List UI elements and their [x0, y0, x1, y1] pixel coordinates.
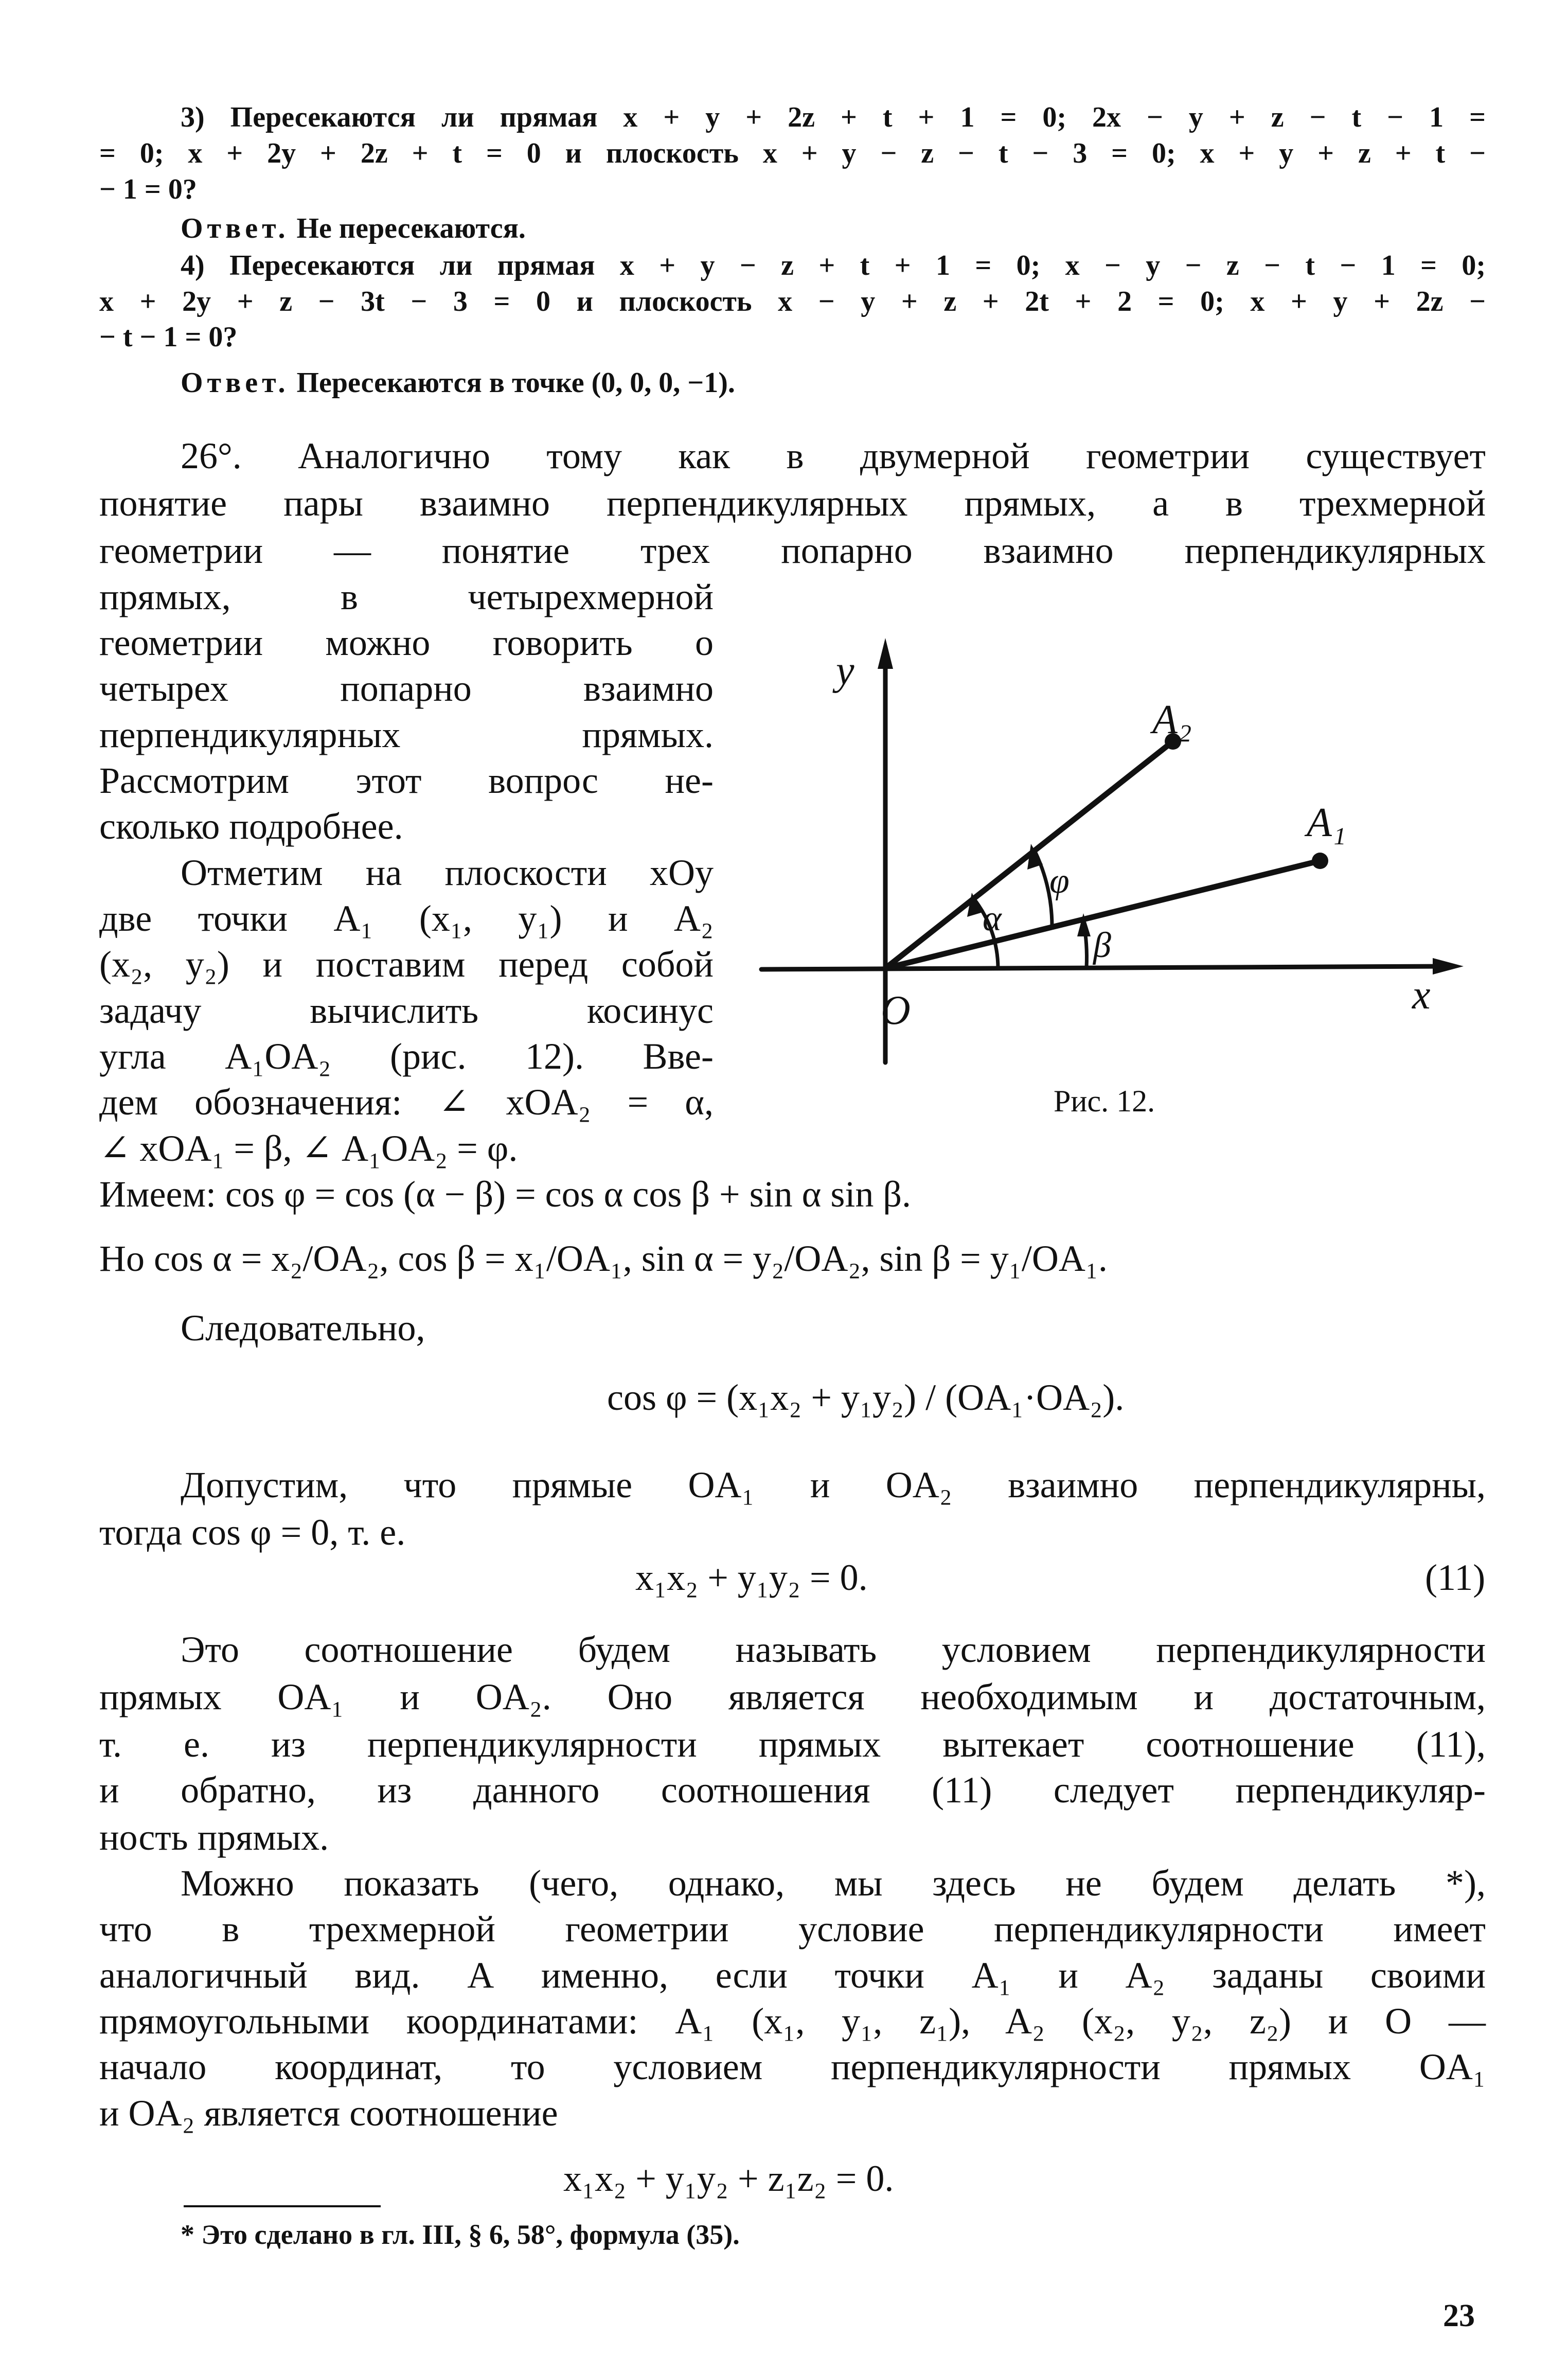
arrowheads: [878, 638, 1464, 975]
text-line: прямых, в четырехмерной: [99, 576, 714, 617]
problem-4-line-2: x + 2y + z − 3t − 3 = 0 и плоскость x − y + z + 2t + 2 = 0; x + y + 2z −: [99, 286, 1486, 317]
text-line: геометрии можно говорить о: [99, 622, 714, 663]
text-line: перпендикулярных прямых.: [99, 714, 714, 755]
y-label: y: [836, 648, 854, 694]
text-line: Следовательно,: [181, 1307, 425, 1349]
text-line: геометрии — понятие трех попарно взаимно перпендикулярных: [99, 530, 1486, 571]
text-line: задачу вычислить косинус: [99, 990, 714, 1031]
text-line: Можно показать (чего, однако, мы здесь не будем делать *),: [181, 1863, 1486, 1904]
origin-label: O: [881, 988, 911, 1033]
text-line: Это соотношение будем называть условием перпендикулярности: [181, 1629, 1486, 1670]
point-a1: [1312, 853, 1328, 869]
text-line: 26°. Аналогично тому как в двумерной геометрии существует: [181, 435, 1486, 476]
text-line: начало координат, то условием перпендикулярности прямых OA₁: [99, 2046, 1486, 2087]
formula-11: x₁x₂ + y₁y₂ = 0.: [635, 1557, 868, 1598]
text-line: и OA₂ является соотношение: [99, 2093, 558, 2134]
text-line: Отметим на плоскости xOy: [181, 852, 714, 893]
formula-cos-phi: cos φ = (x₁x₂ + y₁y₂) / (OA₁·OA₂).: [607, 1377, 1125, 1418]
text-line: аналогичный вид. А именно, если точки A₁ и A₂ заданы своими: [99, 1955, 1486, 1996]
formula-3d: x₁x₂ + y₁y₂ + z₁z₂ = 0.: [563, 2158, 894, 2199]
problem-4-line-3: − t − 1 = 0?: [99, 321, 238, 353]
y-arrow-icon: [878, 638, 893, 669]
text-line: (x₂, y₂) и поставим перед собой: [99, 944, 714, 985]
text-line: сколько подробнее.: [99, 806, 403, 847]
text-line: Допустим, что прямые OA₁ и OA₂ взаимно перпендикулярны,: [181, 1464, 1486, 1505]
x-axis: [761, 966, 1451, 969]
x-label: x: [1412, 972, 1431, 1018]
phi-label: φ: [1049, 861, 1070, 901]
answer-label: Ответ.: [181, 212, 290, 244]
text-line: Имеем: cos φ = cos (α − β) = cos α cos β + sin α sin β.: [99, 1174, 911, 1215]
answer-label: Ответ.: [181, 367, 290, 399]
equation-number: (11): [1425, 1557, 1486, 1598]
page-number: 23: [1443, 2298, 1475, 2333]
figure-caption: Рис. 12.: [1054, 1084, 1155, 1118]
a2-label: A₂: [1152, 697, 1192, 742]
problem-3-line-3: − 1 = 0?: [99, 173, 197, 205]
text-line: понятие пары взаимно перпендикулярных прямых, а в трехмерной: [99, 483, 1486, 524]
text-line: Рассмотрим этот вопрос не-: [99, 760, 714, 801]
text-line: дем обозначения: ∠ xOA₂ = α,: [99, 1082, 714, 1123]
alpha-label: α: [983, 899, 1002, 938]
problem-3-line-2: = 0; x + 2y + 2z + t = 0 и плоскость x + y − z − t − 3 = 0; x + y + z + t −: [99, 137, 1486, 169]
text-line: ность прямых.: [99, 1817, 329, 1858]
text-line: прямоугольными координатами: A₁ (x₁, y₁, z₁), A₂ (x₂, y₂, z₂) и O —: [99, 2000, 1486, 2042]
problem-3-line-1: 3) Пересекаются ли прямая x + y + 2z + t + 1 = 0; 2x − y + z − t − 1 =: [181, 101, 1486, 133]
text-line: Но cos α = x₂/OA₂, cos β = x₁/OA₁, sin α = y₂/OA₂, sin β = y₁/OA₁.: [99, 1238, 1108, 1279]
answer-text: Пересекаются в точке (0, 0, 0, −1).: [296, 367, 735, 399]
text-line: и обратно, из данного соотношения (11) следует перпендикуляр-: [99, 1769, 1486, 1811]
beta-label: β: [1093, 926, 1111, 965]
text-line: тогда cos φ = 0, т. е.: [99, 1512, 406, 1553]
a1-label: A₁: [1307, 800, 1346, 845]
footnote: * Это сделано в гл. III, § 6, 58°, формула (35).: [181, 2219, 740, 2250]
text-line: четырех попарно взаимно: [99, 668, 714, 709]
text-line: т. е. из перпендикулярности прямых вытекает соотношение (11),: [99, 1724, 1486, 1765]
text-line: угла A₁OA₂ (рис. 12). Вве-: [99, 1036, 714, 1077]
text-line: что в трехмерной геометрии условие перпендикулярности имеет: [99, 1908, 1486, 1950]
text-line: ∠ xOA₁ = β, ∠ A₁OA₂ = φ.: [99, 1128, 518, 1169]
answer-text: Не пересекаются.: [296, 212, 526, 244]
text-line: две точки A₁ (x₁, y₁) и A₂: [99, 898, 714, 939]
text-line: прямых OA₁ и OA₂. Оно является необходимым и достаточным,: [99, 1676, 1486, 1717]
problem-4-line-1: 4) Пересекаются ли прямая x + y − z + t + 1 = 0; x − y − z − t − 1 = 0;: [181, 250, 1486, 281]
x-arrow-icon: [1433, 958, 1464, 975]
